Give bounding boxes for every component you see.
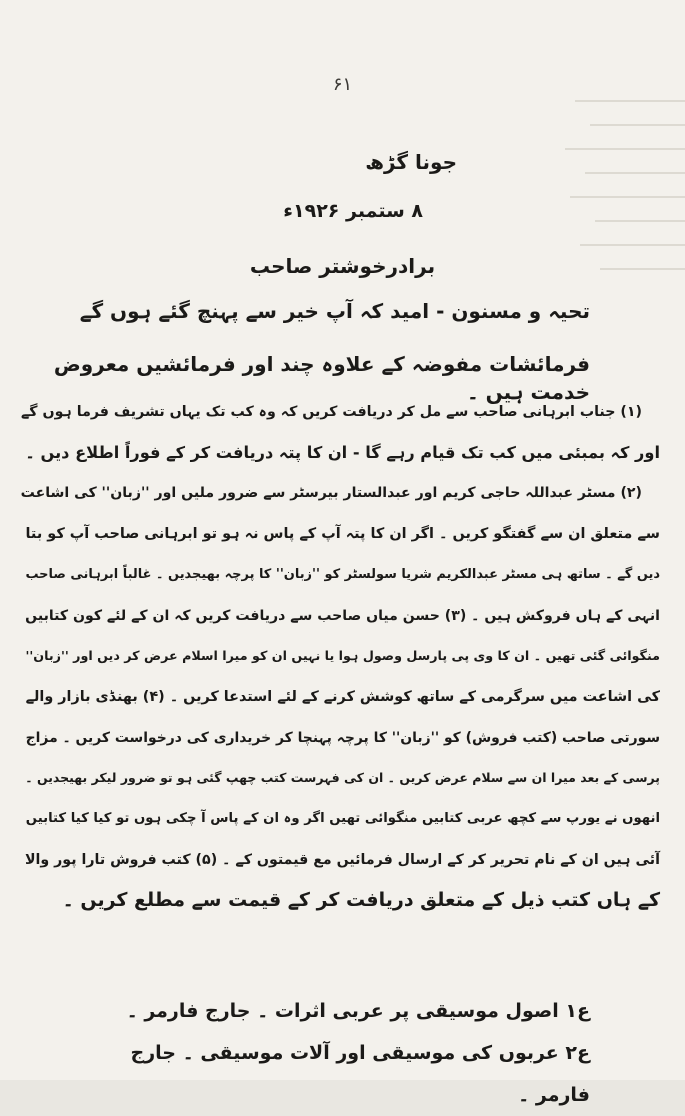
body-line: آئی ہیں ان کے نام تحریر کر کے ارسال فرمائیں مع قیمتوں کے ۔ (۵) کتب فروش تارا پور والا [24,851,660,868]
body-line: دیں گے ۔ ساتھ ہی مسٹر عبدالکریم شریا سولسٹر کو ''زبان'' کا پرچہ بھیجدیں ۔ غالباً ابرہانی صاحب [25,566,660,582]
greeting-block [50,297,590,406]
body-line: کی اشاعت میں سرگرمی کے ساتھ کوشش کرنے کے لئے استدعا کریں ۔ (۴) بھنڈی بازار والے [25,688,660,705]
body-line: پرسی کے بعد میرا ان سے سلام عرض کریں ۔ ان کی فہرست کتب چھپ گئی ہو تو ضرور لیکر بھیجدیں ۔ [25,770,660,786]
page-number: ۶۱ [332,74,353,95]
body-line: انہی کے ہاں فروکش ہیں ۔ (۳) حسن میاں صاحب سے دریافت کریں کہ ان کے لئے کون کتابیں [25,607,660,624]
body-line: سے متعلق ان سے گفتگو کریں ۔ اگر ان کا پتہ آپ کے پاس نہ ہو تو ابرہانی صاحب آپ کو بتا [25,526,660,543]
book-list-item: ع۱ اصول موسیقی پر عربی اثرات ۔ جارج فارمر ۔ [126,1000,590,1022]
letter-place: جونا گڑھ [365,150,457,174]
body-line: سورتی صاحب (کتب فروش) کو ''زبان'' کا پرچہ پہنچا کر خریداری کی درخواست کریں ۔ مزاج [25,729,660,746]
letter-body [20,392,660,921]
book-list [70,990,590,1116]
body-line: کے ہاں کتب ذیل کے متعلق دریافت کر کے قیمت سے مطلع کریں ۔ [62,889,660,912]
greeting-line: تحیہ و مسنون - امید کہ آپ خیر سے پہنچ گئے ہوں گے [79,299,590,323]
body-line: (۱) جناب ابرہانی صاحب سے مل کر دریافت کریں کہ وہ کب تک یہاں تشریف فرما ہوں گے [20,404,642,420]
body-line: اور کہ بمبئی میں کب تک قیام رہے گا - ان کا پتہ دریافت کر کے فوراً اطلاع دیں ۔ [25,442,660,462]
body-line: (۲) مسٹر عبداللہ حاجی کریم اور عبدالستار بیرسٹر سے ضرور ملیں اور ''زبان'' کی اشاعت [20,485,642,502]
letter-date: ۸ ستمبر ۱۹۲۶ء [283,200,423,222]
salutation: برادرخوشتر صاحب [249,254,436,278]
body-line: منگوائی گئی تھیں ۔ ان کا وی پی پارسل وصول ہوا یا نہیں ان کو میرا اسلام عرض کر دیں اور ''زبان'' [25,648,660,664]
book-list-item: ع۲ عربوں کی موسیقی اور آلات موسیقی ۔ جارج فارمر ۔ [130,1042,590,1106]
intro-line: فرمائشات مفوضہ کے علاوہ چند اور فرمائشیں معروض خدمت ہیں ۔ [53,352,590,404]
body-line: انھوں نے یورپ سے کچھ عربی کتابیں منگوائی تھیں اگر وہ ان کے پاس آ چکی ہوں تو کیا کیا کتابیں [25,811,660,827]
